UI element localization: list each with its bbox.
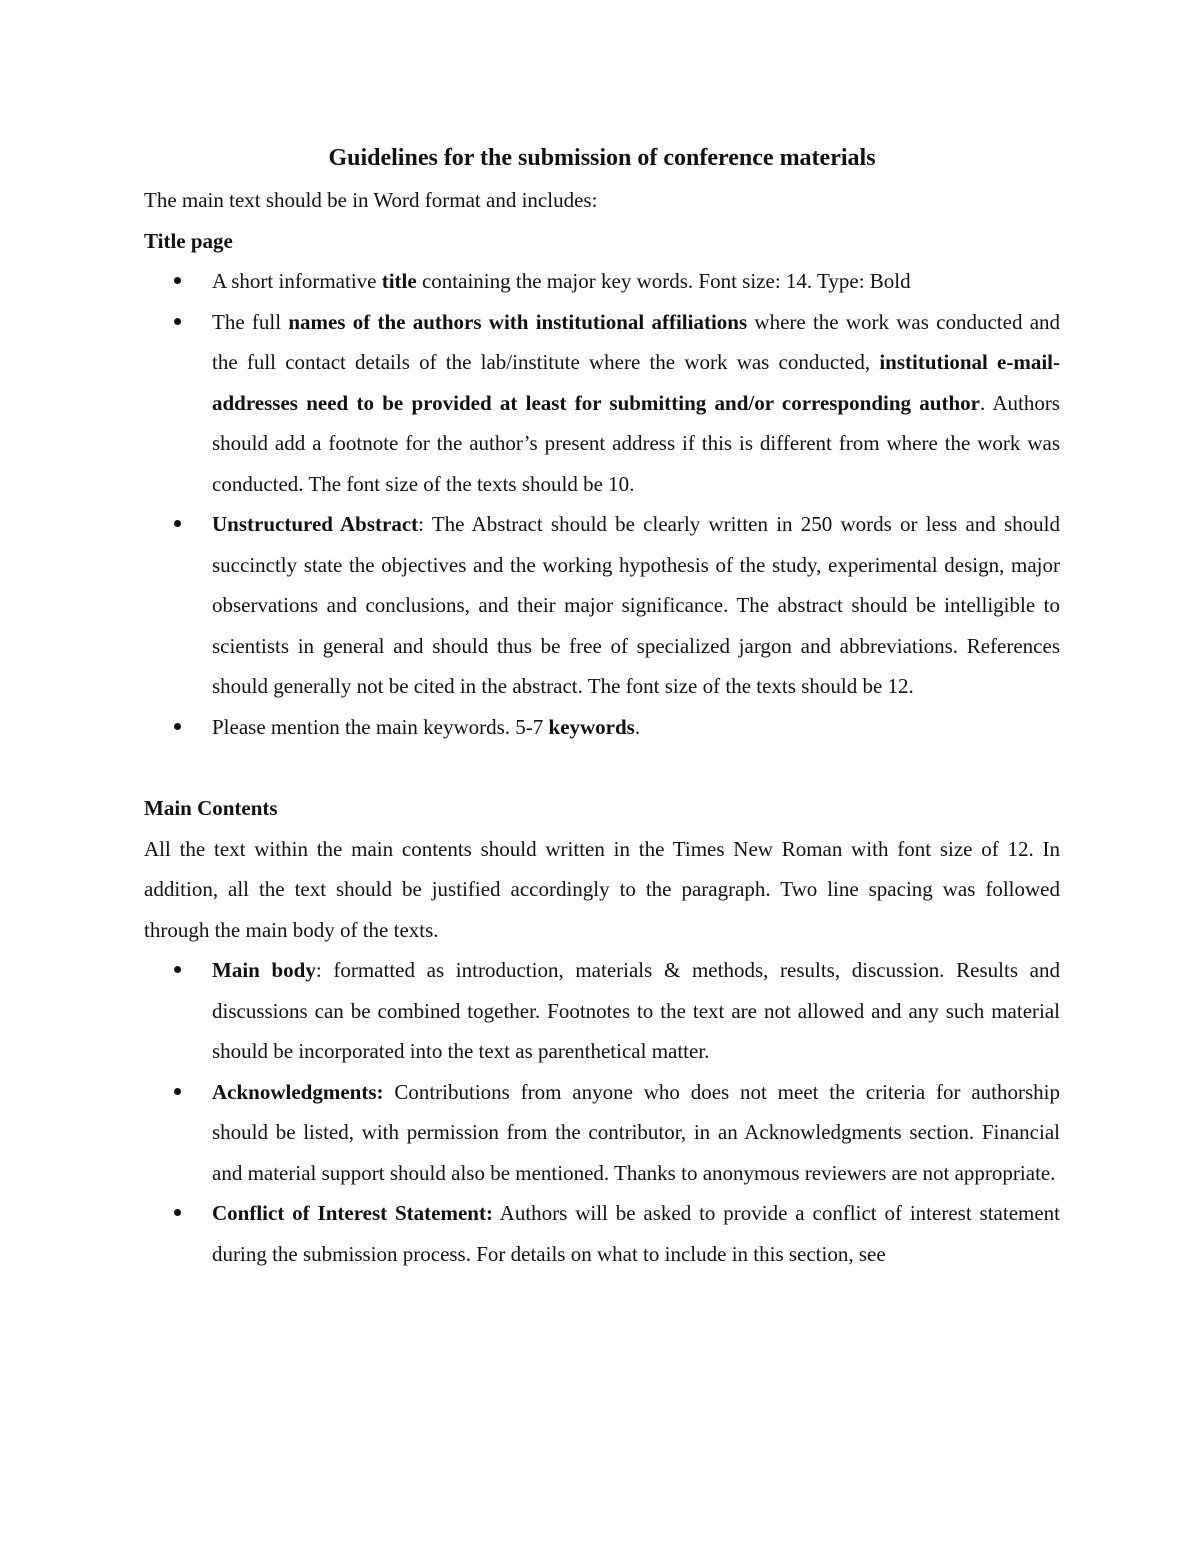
section-spacer [144,747,1060,788]
title-page-heading: Title page [144,228,233,253]
bullet-icon [174,1088,181,1095]
bullet-icon [174,723,181,730]
bullet-icon [174,318,181,325]
document-page [144,138,1060,1274]
bullet-icon [174,966,181,973]
list-item: Please mention the main keywords. 5-7 keywords. [144,707,1060,748]
main-contents-paragraph: All the text within the main contents should written in the Times New Roman with font size of 12. In addition, all the text should be justified accordingly to the paragraph. Two line spacing was followed through the main body of the texts. [144,836,1060,942]
bullet-icon [174,1209,181,1216]
title-page-list [144,261,1060,747]
list-item: A short informative title containing the major key words. Font size: 14. Type: Bold [144,261,1060,302]
list-item: Unstructured Abstract: The Abstract should be clearly written in 250 words or less and should succinctly state the objectives and the working hypothesis of the study, experimental design, major observations and conclusions, and their major significance. The abstract should be intelligible to scientists in general and should thus be free of specialized jargon and abbreviations. References should generally not be cited in the abstract. The font size of the texts should be 12. [144,504,1060,707]
list-item: Acknowledgments: Contributions from anyone who does not meet the criteria for authorship should be listed, with permission from the contributor, in an Acknowledgments section. Financial and material support should also be mentioned. Thanks to anonymous reviewers are not appropriate. [144,1072,1060,1194]
document-title: Guidelines for the submission of conference materials [328,145,876,171]
intro-paragraph: The main text should be in Word format and includes: [144,188,598,212]
bullet-icon [174,520,181,527]
main-contents-list [144,950,1060,1274]
bullet-icon [174,277,181,284]
main-contents-heading: Main Contents [144,796,278,820]
list-item: Conflict of Interest Statement: Authors will be asked to provide a conflict of interest statement during the submission process. For details on what to include in this section, see [144,1193,1060,1274]
list-item: The full names of the authors with institutional affiliations where the work was conducted and the full contact details of the lab/institute where the work was conducted, institutional e-mail-addresses need to be provided at least for submitting and/or corresponding author. Authors should add a footnote for the author’s present address if this is different from where the work was conducted. The font size of the texts should be 10. [144,302,1060,505]
list-item: Main body: formatted as introduction, materials & methods, results, discussion. Results and discussions can be combined together. Footnotes to the text are not allowed and any such material should be incorporated into the text as parenthetical matter. [144,950,1060,1072]
